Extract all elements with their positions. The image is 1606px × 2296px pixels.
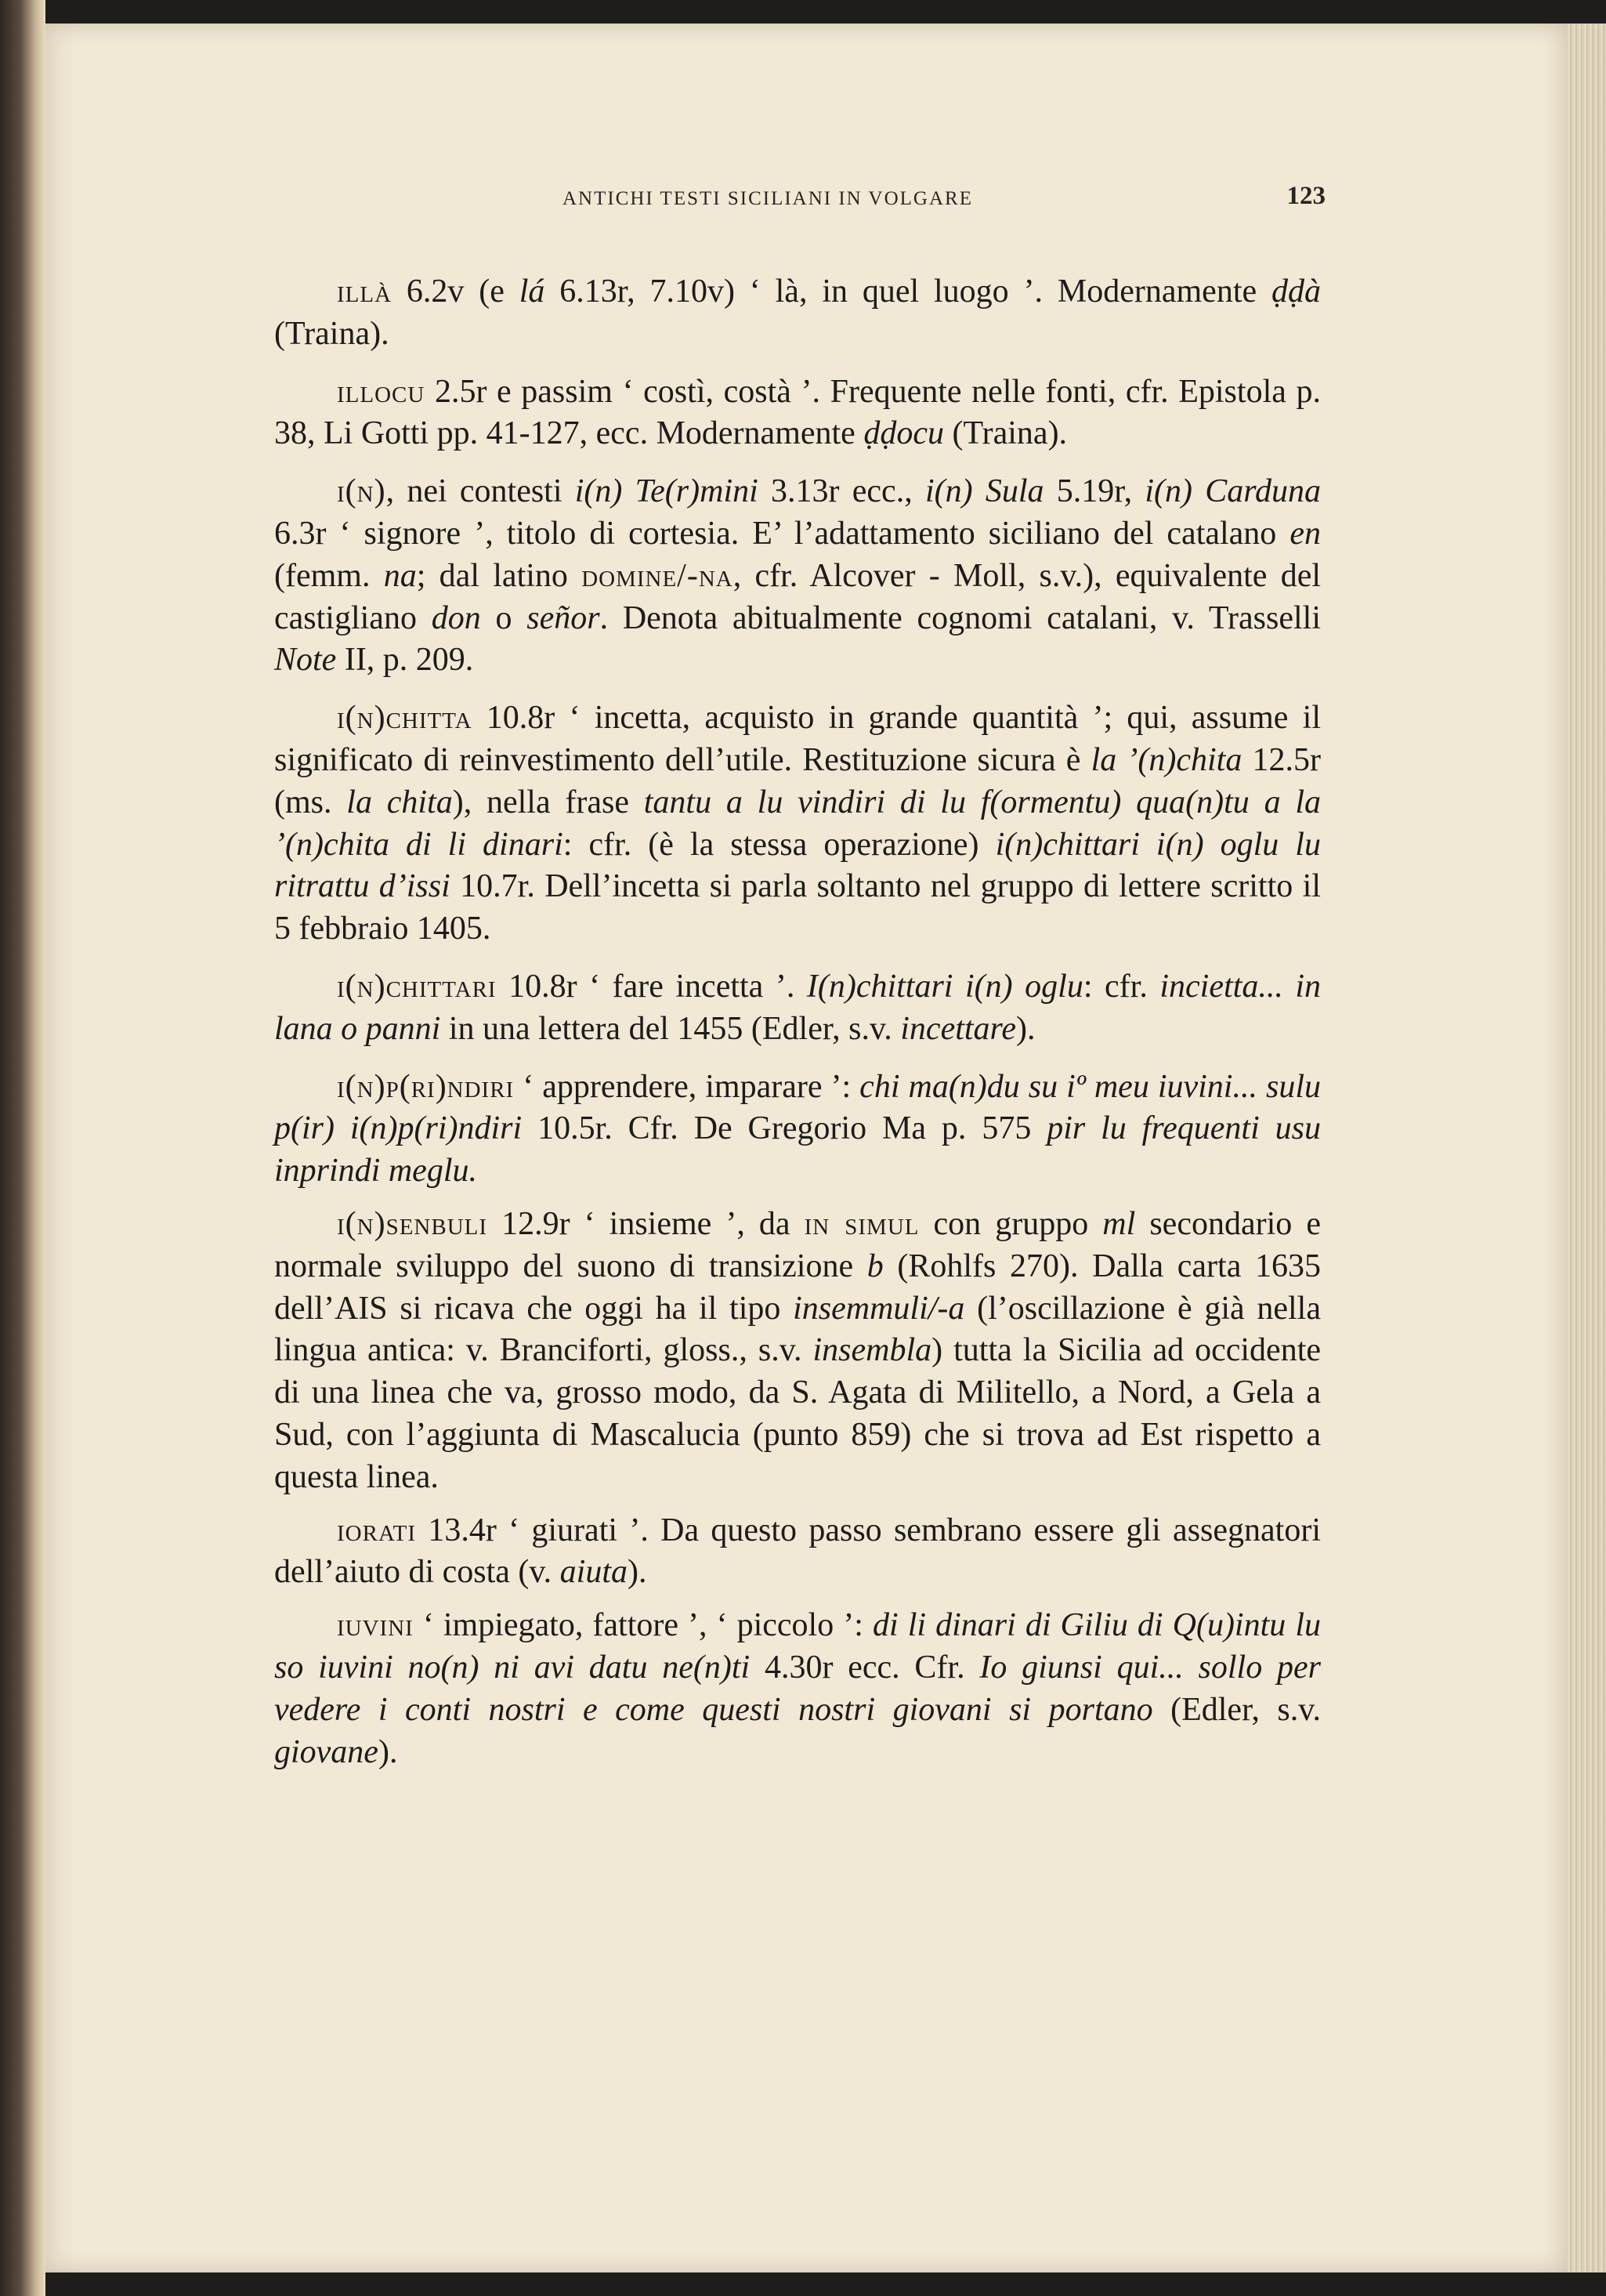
body-text: (femm. — [274, 557, 384, 594]
body-text: : cfr. (è la stessa operazione) — [562, 826, 996, 863]
glossary-body — [274, 271, 1321, 1784]
glossary-entry — [274, 271, 1321, 356]
book-gutter-left — [0, 0, 45, 2296]
italic-text: señor — [526, 599, 600, 636]
italic-text: en — [1290, 515, 1321, 552]
body-text: ). — [378, 1733, 398, 1770]
glossary-entry — [274, 471, 1321, 682]
italic-text: don — [431, 599, 481, 636]
italic-text: pir lu frequenti usu inprindi meglu. — [274, 1110, 1321, 1190]
body-text: (Traina). — [943, 415, 1068, 452]
body-text: ), nella frase — [452, 784, 644, 820]
headword: illocu — [337, 373, 425, 410]
body-text: 12.5r (ms. — [274, 741, 1321, 820]
body-text: , nei contesti — [385, 473, 575, 510]
italic-text: i(n)chittari i(n) oglu lu ritrattu d’issi — [274, 826, 1321, 905]
headword: i(n)senbuli — [337, 1205, 488, 1242]
italic-text: i(n) Te(r)mini — [574, 473, 758, 510]
headword: i(n)chitta — [337, 700, 472, 737]
body-text: 6.2v (e — [392, 273, 519, 310]
italic-text: giovane — [274, 1733, 378, 1770]
body-text: 10.7r. Dell’incetta si parla soltanto nel gruppo di lettere scritto il 5 febbraio 1405. — [274, 868, 1321, 947]
body-text: (l’oscillazione è già nella lingua antica: v. Branciforti, gloss., s.v. — [274, 1290, 1321, 1369]
glossary-entry — [274, 1605, 1321, 1773]
body-text: 10.8r ‘ fare incetta ’. — [496, 968, 807, 1005]
italic-text: Note — [274, 642, 337, 679]
body-text: (Rohlfs 270). Dalla carta 1635 dell’AIS si ricava che oggi ha il tipo — [274, 1248, 1321, 1327]
glossary-entry — [274, 1067, 1321, 1193]
italic-text: la chita — [346, 784, 453, 820]
italic-text: ḍḍà — [1271, 273, 1321, 310]
headword: iuvini — [337, 1607, 414, 1644]
running-title: ANTICHI TESTI SICILIANI IN VOLGARE — [562, 188, 973, 209]
body-text: 4.30r ecc. Cfr. — [750, 1649, 980, 1686]
headword: i(n)p(ri)ndiri — [337, 1068, 515, 1105]
italic-text: b — [866, 1248, 884, 1284]
italic-text: di li dinari di Giliu di Q(u)intu lu so iuvini no(n) ni avi datu ne(n)ti — [274, 1607, 1321, 1686]
body-text: secondario e normale sviluppo del suono di transizione — [274, 1205, 1321, 1284]
italic-text: Io giunsi qui... sollo per vedere i conti nostri e come questi nostri giovani si portano — [274, 1649, 1321, 1728]
italic-text: ḍḍocu — [863, 415, 944, 452]
latin-smallcaps: domine/-na — [581, 557, 733, 594]
body-text: 12.9r ‘ insieme ’, da — [487, 1205, 805, 1242]
italic-text: insemmuli/-a — [793, 1290, 965, 1327]
italic-text: incettare — [900, 1010, 1016, 1047]
italic-text: lá — [519, 273, 545, 310]
body-text: (Traina). — [274, 315, 389, 352]
italic-text: chi ma(n)du su iº meu iuvini... sulu p(ir) i(n)p(ri)ndiri — [274, 1068, 1321, 1147]
body-text: con gruppo — [919, 1205, 1103, 1242]
body-text: ). — [1015, 1010, 1036, 1047]
italic-text: tantu a lu vindiri di lu f(ormentu) qua(n)tu a la ’(n)chita di li dinari — [274, 784, 1322, 863]
body-text: : cfr. — [1083, 968, 1160, 1005]
headword: i(n) — [337, 473, 386, 510]
glossary-entry — [274, 1510, 1321, 1595]
headword: illà — [337, 273, 392, 310]
body-text: ). — [628, 1554, 647, 1591]
glossary-entry — [274, 1204, 1321, 1499]
body-text: ; dal latino — [416, 557, 582, 594]
body-text: 6.13r, 7.10v) ‘ là, in quel luogo ’. Modernamente — [544, 273, 1271, 310]
italic-text: I(n)chittari i(n) oglu — [806, 968, 1083, 1005]
page-stack-edge — [1567, 24, 1606, 2272]
body-text: 2.5r e passim ‘ costì, costà ’. Frequente nelle fonti, cfr. Epistola p. 38, Li Gotti pp. 41-127, ecc. Modernamente — [274, 373, 1321, 452]
headword: i(n)chittari — [337, 968, 497, 1005]
body-text: 5.19r, — [1044, 473, 1145, 510]
italic-text: aiuta — [559, 1554, 628, 1591]
body-text: 6.3r ‘ signore ’, titolo di cortesia. E’ l’adattamento siciliano del catalano — [274, 515, 1290, 552]
italic-text: la ’(n)chita — [1091, 741, 1242, 778]
body-text: 13.4r ‘ giurati ’. Da questo passo sembrano essere gli assegnatori dell’aiuto di costa (v. — [274, 1512, 1321, 1591]
page-number: 123 — [1286, 182, 1326, 210]
body-text: 10.8r ‘ incetta, acquisto in grande quantità ’; qui, assume il significato di reinvestimento dell’utile. Restituzione sicura è — [274, 700, 1321, 778]
body-text: ‘ apprendere, imparare ’: — [514, 1068, 860, 1105]
italic-text: insembla — [812, 1332, 932, 1369]
body-text: . Denota abitualmente cognomi catalani, v. Trasselli — [599, 599, 1321, 636]
glossary-entry — [274, 697, 1321, 951]
glossary-entry — [274, 371, 1321, 456]
italic-text: ml — [1102, 1205, 1136, 1242]
body-text: , cfr. Alcover - Moll, s.v.), equivalente del castigliano — [274, 557, 1322, 636]
italic-text: i(n) Carduna — [1145, 473, 1321, 510]
italic-text: na — [383, 557, 417, 594]
body-text: ‘ impiegato, fattore ’, ‘ piccolo ’: — [413, 1607, 873, 1644]
body-text: ) tutta la Sicilia ad occidente di una linea che va, grosso modo, da S. Agata di Militello, a Nord, a Gela a Sud, con l’aggiunta di Mascalucia (punto 859) che si trova ad Est rispetto a questa linea. — [274, 1332, 1321, 1495]
body-text: 10.5r. Cfr. De Gregorio Ma p. 575 — [522, 1110, 1047, 1147]
headword: iorati — [337, 1512, 417, 1548]
body-text: (Edler, s.v. — [1152, 1691, 1321, 1728]
italic-text: incietta... in lana o panni — [274, 968, 1322, 1047]
latin-smallcaps: in simul — [804, 1205, 920, 1242]
body-text: II, p. 209. — [336, 642, 474, 679]
body-text: o — [480, 599, 527, 636]
italic-text: i(n) Sula — [924, 473, 1044, 510]
body-text: in una lettera del 1455 (Edler, s.v. — [440, 1010, 901, 1047]
glossary-entry — [274, 966, 1321, 1051]
body-text: 3.13r ecc., — [758, 473, 925, 510]
